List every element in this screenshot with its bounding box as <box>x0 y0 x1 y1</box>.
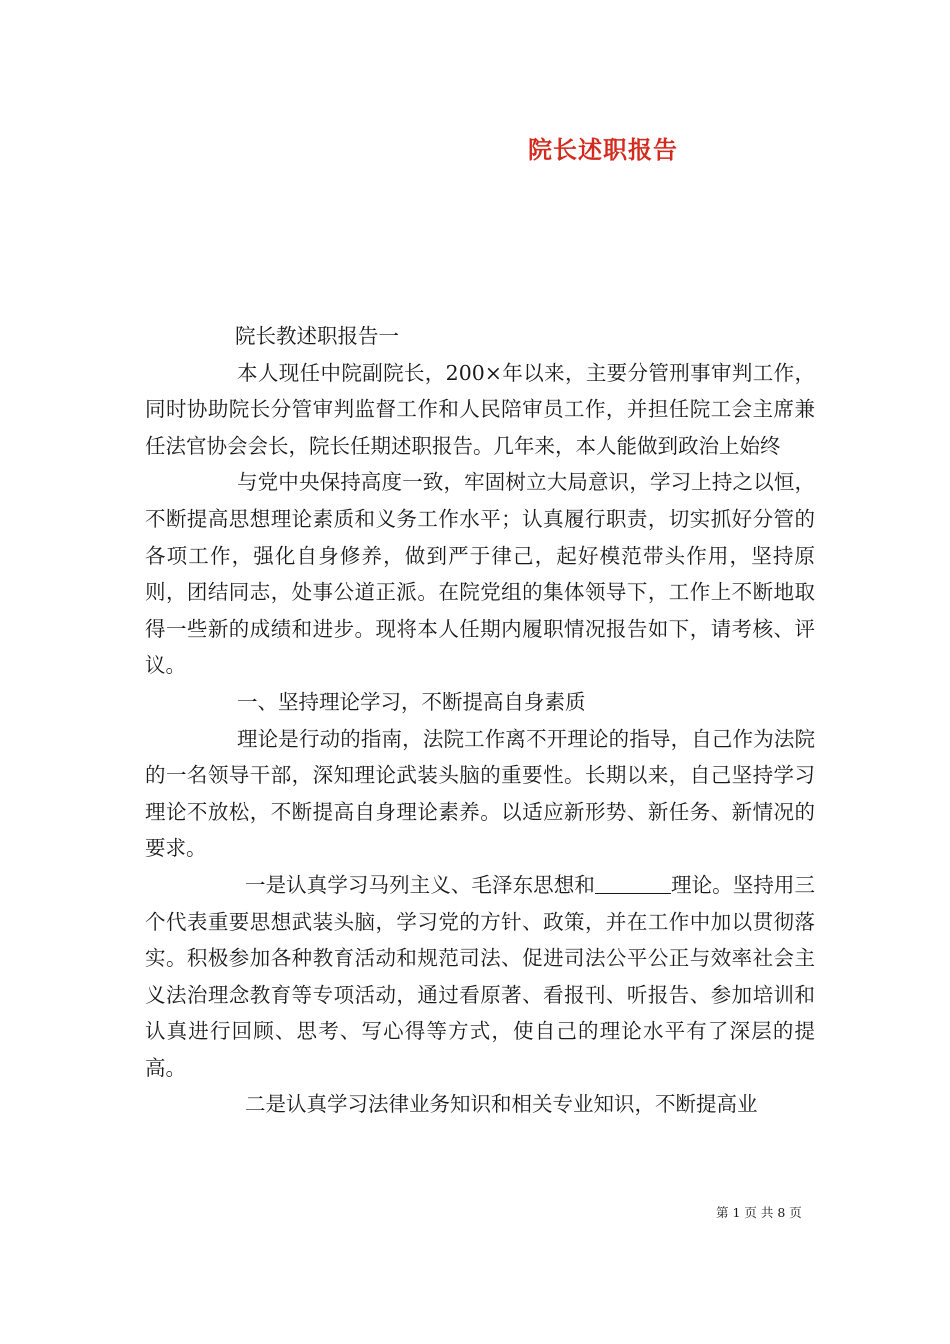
paragraph-1: 本人现任中院副院长，200×年以来，主要分管刑事审判工作，同时协助院长分管审判监督工作和人民陪审员工作，并担任院工会主席兼任法官协会会长，院长任期述职报告。几年来，本人能做到政治上始终 <box>145 360 815 458</box>
fill-blank-line <box>595 872 671 894</box>
paragraph-4-before-blank: 一是认真学习马列主义、毛泽东思想和 <box>245 872 595 897</box>
section-subtitle: 院长教述职报告一 <box>235 324 399 348</box>
document-body <box>145 318 815 1123</box>
paragraph-4 <box>145 867 815 1087</box>
paragraph-5: 二是认真学习法律业务知识和相关专业知识，不断提高业 <box>245 1092 758 1117</box>
page-number-footer: 第 1 页 共 8 页 <box>716 1205 802 1220</box>
paragraph-4-after-blank: 理论。坚持用三个代表重要思想武装头脑，学习党的方针、政策，并在工作中加以贯彻落实。积极参加各种教育活动和规范司法、促进司法公平公正与效率社会主义法治理念教育等专项活动，通过看原著、看报刊、听报告、参加培训和认真进行回顾、思考、写心得等方式，使自己的理论水平有了深层的提高。 <box>145 872 816 1080</box>
section-heading-1: 一、坚持理论学习，不断提高自身素质 <box>237 689 586 714</box>
paragraph-3: 理论是行动的指南，法院工作离不开理论的指导，自己作为法院的一名领导干部，深知理论武装头脑的重要性。长期以来，自己坚持学习理论不放松，不断提高自身理论素养。以适应新形势、新任务、新情况的要求。 <box>145 726 815 861</box>
paragraph-2: 与党中央保持高度一致，牢固树立大局意识，学习上持之以恒，不断提高思想理论素质和义务工作水平；认真履行职责，切实抓好分管的各项工作，强化自身修养，做到严于律己，起好模范带头作用，坚持原则，团结同志，处事公道正派。在院党组的集体领导下，工作上不断地取得一些新的成绩和进步。现将本人任期内履职情况报告如下，请考核、评议。 <box>145 470 815 678</box>
document-title: 院长述职报告 <box>528 135 678 164</box>
